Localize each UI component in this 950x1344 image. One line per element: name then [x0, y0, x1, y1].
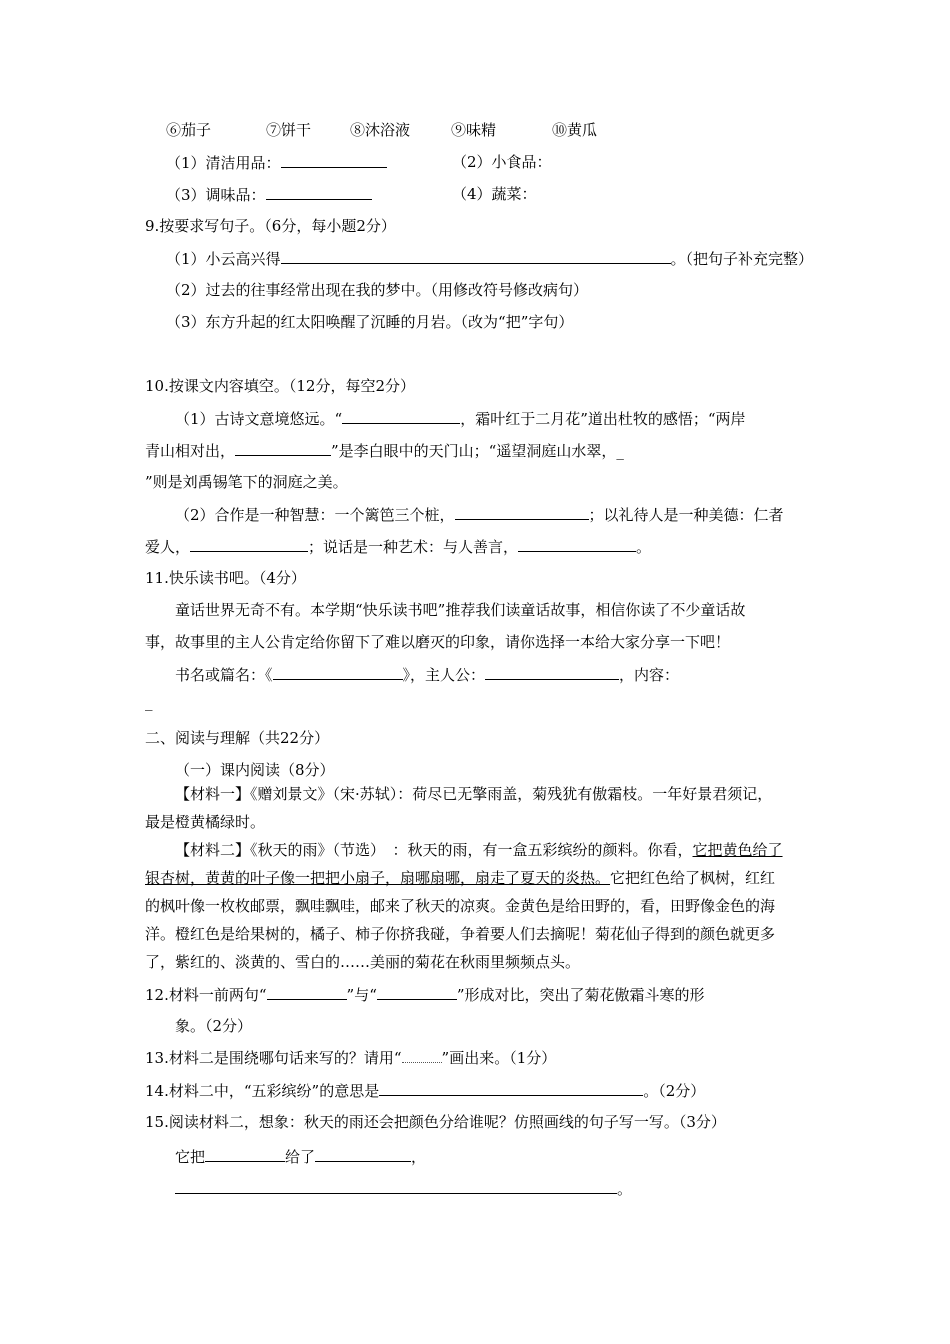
material2-line4: 洋。橙红色是给果树的，橘子、柿子你挤我碰，争着要人们去摘呢！菊花仙子得到的颜色就更多	[145, 925, 776, 943]
q15-text-c: ，	[411, 1148, 427, 1166]
q10-blank-4[interactable]	[455, 504, 589, 520]
q10-l5-text2: ；说话是一种艺术：与人善言，	[308, 538, 519, 556]
label-vegetables: （4）蔬菜：	[452, 185, 537, 203]
q10-title: 10.按课文内容填空。（12分，每空2分）	[145, 377, 415, 395]
q15-text-b: 给了	[285, 1148, 316, 1166]
m2-l2-underlined: 银杏树，黄黄的叶子像一把把小扇子，扇哪扇哪，扇走了夏天的炎热。	[145, 869, 611, 887]
q13-text-b: ”画出来。（1分）	[441, 1049, 557, 1067]
q9-part3: （3）东方升起的红太阳唤醒了沉睡的月岩。（改为“把”字句）	[166, 313, 574, 331]
section2-title: 二、阅读与理解（共22分）	[145, 729, 330, 747]
q11-book-blank[interactable]	[273, 664, 403, 680]
category-row-1	[166, 152, 387, 173]
blank-seasoning[interactable]	[266, 184, 372, 200]
q11-title: 11.快乐读书吧。（4分）	[145, 569, 306, 587]
material2-line5: 了，紫红的、淡黄的、雪白的……美丽的菊花在秋雨里频频点头。	[145, 953, 581, 971]
category-row-2	[166, 184, 372, 205]
q15-blank-1[interactable]	[205, 1146, 285, 1162]
m2-l1-underlined: 它把黄色给了	[692, 841, 783, 859]
q10-blank-2[interactable]	[235, 440, 331, 456]
q15-end: 。	[617, 1180, 633, 1198]
label-seasoning: （3）调味品：	[166, 186, 266, 204]
q10-line2	[145, 440, 624, 461]
label-cleaning: （1）清洁用品：	[166, 154, 281, 172]
q9-p1-hint: 。（把句子补充完整）	[670, 250, 814, 268]
q11-content-label: ，内容：	[619, 666, 680, 684]
q15-blank-3[interactable]	[175, 1178, 617, 1194]
q10-l2-text2: ”是李白眼中的天门山；“遥望洞庭山水翠，_	[331, 442, 624, 460]
item-8: ⑧沐浴液	[350, 121, 411, 139]
q9-title: 9.按要求写句子。（6分，每小题2分）	[145, 217, 396, 235]
wavy-underline-mark	[402, 1048, 442, 1063]
q9-p1-text: （1）小云高兴得	[166, 250, 281, 268]
blank-cleaning[interactable]	[281, 152, 387, 168]
q10-l4-text: （2）合作是一种智慧：一个篱笆三个桩，	[175, 506, 455, 524]
label-snacks: （2）小食品：	[452, 153, 552, 171]
item-6: ⑥茄子	[166, 121, 212, 139]
q15-text-a: 它把	[175, 1148, 206, 1166]
q10-blank-5[interactable]	[190, 536, 308, 552]
q11-hero-label: 》，主人公：	[402, 666, 486, 684]
q11-line3	[175, 664, 679, 685]
q10-l5-text: 爱人，	[145, 538, 191, 556]
q10-line5	[145, 536, 651, 557]
q14-text-a: 14.材料二中，“五彩缤纷”的意思是	[145, 1082, 380, 1100]
q10-l5-end: 。	[636, 538, 652, 556]
category-items	[166, 120, 598, 140]
material1-line1: 【材料一】《赠刘景文》（宋·苏轼）：荷尽已无擎雨盖，菊残犹有傲霜枝。一年好景君须记，	[175, 785, 773, 803]
q12-line1	[145, 984, 705, 1005]
q12-text-c: ”形成对比，突出了菊花傲霜斗寒的形	[456, 986, 705, 1004]
item-7: ⑦饼干	[266, 121, 312, 139]
q11-line4: _	[145, 693, 153, 711]
material1-line2: 最是橙黄橘绿时。	[145, 813, 266, 831]
q15-line2	[175, 1178, 632, 1199]
q12-text-b: ”与“	[346, 986, 377, 1004]
material2-line3: 的枫叶像一枚枚邮票，飘哇飘哇，邮来了秋天的凉爽。金黄色是给田野的，看，田野像金色的海	[145, 897, 776, 915]
section2-sub: （一）课内阅读（8分）	[175, 761, 335, 779]
q15-blank-2[interactable]	[315, 1146, 411, 1162]
q15-title: 15.阅读材料二，想象：秋天的雨还会把颜色分给谁呢？仿照画线的句子写一写。（3分）	[145, 1113, 726, 1131]
q14	[145, 1080, 705, 1101]
item-10: ⑩黄瓜	[552, 121, 598, 139]
q11-line2: 事，故事里的主人公肯定给你留下了难以磨灭的印象，请你选择一本给大家分享一下吧！	[145, 633, 731, 651]
q11-line1: 童话世界无奇不有。本学期“快乐读书吧”推荐我们读童话故事，相信你读了不少童话故	[175, 601, 746, 619]
q15-line1	[175, 1146, 426, 1167]
q11-hero-blank[interactable]	[485, 664, 619, 680]
q10-blank-1[interactable]	[342, 408, 460, 424]
q10-l4-text2: ；以礼待人是一种美德：仁者	[588, 506, 784, 524]
q10-line3: ”则是刘禹锡笔下的洞庭之美。	[145, 473, 348, 491]
q10-line1	[175, 408, 746, 429]
m2-l2-text: 它把红色给了枫树，红红	[610, 869, 776, 887]
q11-book-label: 书名或篇名：《	[175, 666, 273, 684]
item-9: ⑨味精	[451, 121, 497, 139]
material2-line2	[145, 868, 775, 888]
q13	[145, 1048, 556, 1068]
q9-p1-blank[interactable]	[281, 248, 671, 264]
q12-line2: 象。（2分）	[175, 1017, 253, 1035]
q14-text-b: 。（2分）	[643, 1082, 706, 1100]
q10-l1-text: （1）古诗文意境悠远。“	[175, 410, 343, 428]
q12-text-a: 12.材料一前两句“	[145, 986, 267, 1004]
m2-l1-text: 【材料二】《秋天的雨》（节选） ：秋天的雨，有一盒五彩缤纷的颜料。你看，	[175, 841, 693, 859]
q9-part2: （2）过去的往事经常出现在我的梦中。（用修改符号修改病句）	[166, 281, 589, 299]
q14-blank[interactable]	[379, 1080, 643, 1096]
q12-blank-2[interactable]	[377, 984, 457, 1000]
q9-part1	[166, 248, 813, 269]
q10-line4	[175, 504, 784, 525]
q10-l2-text: 青山相对出，	[145, 442, 236, 460]
q12-blank-1[interactable]	[267, 984, 347, 1000]
material2-line1	[175, 840, 783, 860]
q10-l1-text2: ，霜叶红于二月花”道出杜牧的感悟；“两岸	[460, 410, 746, 428]
q13-text-a: 13.材料二是围绕哪句话来写的？请用“	[145, 1049, 402, 1067]
q10-blank-6[interactable]	[518, 536, 636, 552]
